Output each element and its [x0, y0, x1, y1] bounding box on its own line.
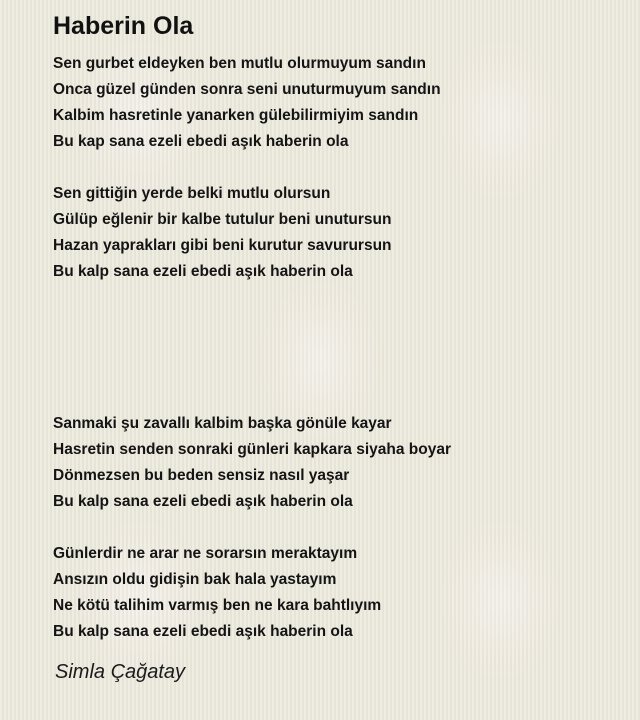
poem-line: Dönmezsen bu beden sensiz nasıl yaşar	[53, 467, 350, 484]
poem-line: Ansızın oldu gidişin bak hala yastayım	[53, 571, 337, 588]
poem-line: Sen gittiğin yerde belki mutlu olursun	[53, 185, 331, 202]
stanza-4	[53, 541, 381, 645]
stanza-2	[53, 181, 392, 285]
stanza-3	[53, 411, 451, 515]
stanza-1	[53, 51, 441, 155]
poem-line: Kalbim hasretinle yanarken gülebilirmiyim sandın	[53, 107, 419, 124]
poem-line: Bu kalp sana ezeli ebedi aşık haberin ola	[53, 493, 353, 510]
poem-line: Ne kötü talihim varmış ben ne kara bahtlıyım	[53, 597, 382, 614]
poem-line: Sen gurbet eldeyken ben mutlu olurmuyum sandın	[53, 55, 426, 72]
poem-line: Günlerdir ne arar ne sorarsın meraktayım	[53, 545, 358, 562]
poem-line: Bu kap sana ezeli ebedi aşık haberin ola	[53, 133, 349, 150]
poem-line: Bu kalp sana ezeli ebedi aşık haberin ola	[53, 623, 353, 640]
poem-title: Haberin Ola	[53, 12, 194, 40]
poem-line: Hazan yaprakları gibi beni kurutur savurursun	[53, 237, 392, 254]
poem-line: Onca güzel günden sonra seni unuturmuyum sandın	[53, 81, 441, 98]
poem-author: Simla Çağatay	[55, 661, 186, 683]
poem-line: Gülüp eğlenir bir kalbe tutulur beni unutursun	[53, 211, 392, 228]
poem-line: Hasretin senden sonraki günleri kapkara siyaha boyar	[53, 441, 451, 458]
poem-line: Bu kalp sana ezeli ebedi aşık haberin ola	[53, 263, 353, 280]
poem-line: Sanmaki şu zavallı kalbim başka gönüle kayar	[53, 415, 392, 432]
